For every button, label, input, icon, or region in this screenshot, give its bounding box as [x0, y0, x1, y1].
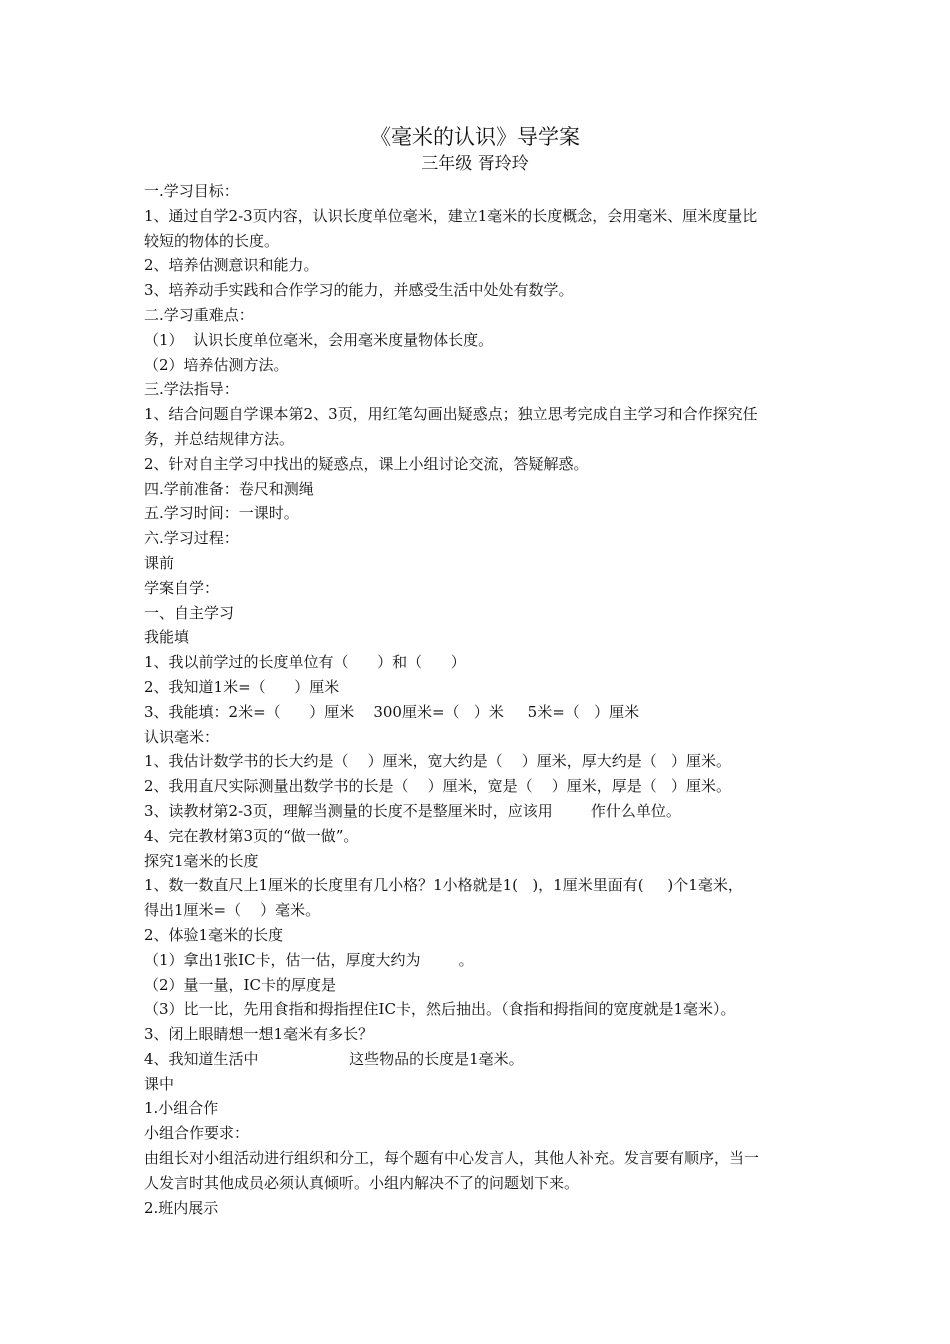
text-line: 探究1毫米的长度 — [144, 851, 259, 870]
text-line: （2）培养估测方法。 — [144, 355, 289, 374]
text-line: （1）拿出1张IC卡，估一估，厚度大约为 。 — [144, 950, 474, 969]
page-title: 《毫米的认识》导学案 — [370, 125, 580, 149]
page-subtitle: 三年级 胥玲玲 — [421, 154, 529, 174]
text-line: 六.学习过程： — [144, 529, 239, 548]
text-line: 四.学前准备：卷尺和测绳 — [144, 479, 314, 498]
text-line: 2、我用直尺实际测量出数学书的长是（ ）厘米，宽是（ ）厘米，厚是（ ）厘米。 — [144, 777, 731, 796]
text-line: 2、针对自主学习中找出的疑惑点，课上小组讨论交流，答疑解惑。 — [144, 454, 589, 473]
text-line: 课中 — [144, 1074, 175, 1093]
text-line: 1、我估计数学书的长大约是（ ）厘米，宽大约是（ ）厘米，厚大约是（ ）厘米。 — [144, 752, 731, 771]
text-line: 我能填 — [144, 628, 190, 647]
text-line: （1） 认识长度单位毫米，会用毫米度量物体长度。 — [144, 330, 494, 349]
text-line: 一、自主学习 — [144, 603, 235, 622]
text-line: 三.学法指导： — [144, 380, 239, 399]
text-line: 3、培养动手实践和合作学习的能力，并感受生活中处处有数学。 — [144, 281, 574, 300]
text-line: （2）量一量，IC卡的厚度是 — [144, 975, 336, 994]
text-line: 1.小组合作 — [144, 1099, 219, 1118]
text-line: 2、体验1毫米的长度 — [144, 925, 284, 944]
document-body — [144, 179, 824, 1220]
text-line: 认识毫米： — [144, 727, 220, 746]
text-line: 2、培养估测意识和能力。 — [144, 256, 319, 275]
text-line: 1、数一数直尺上1厘米的长度里有几小格？1小格就是1( )，1厘米里面有( )个1毫米， — [144, 876, 743, 895]
text-line: 4、完在教材第3页的“做一做”。 — [144, 826, 359, 845]
text-line: 3、闭上眼睛想一想1毫米有多长？ — [144, 1025, 374, 1044]
text-line: 得出1厘米=（ ）毫米。 — [144, 901, 321, 920]
text-line: 小组合作要求： — [144, 1124, 250, 1143]
text-line: 二.学习重难点： — [144, 305, 254, 324]
text-line: 课前 — [144, 553, 175, 572]
text-line: 1、通过自学2-3页内容，认识长度单位毫米，建立1毫米的长度概念，会用毫米、厘米度量比 — [144, 206, 758, 225]
text-line: 3、我能填：2米=（ ）厘米 300厘米=（ ）米 5米=（ ）厘米 — [144, 702, 640, 721]
text-line: 较短的物体的长度。 — [144, 231, 280, 250]
text-line: 一.学习目标： — [144, 182, 239, 200]
text-line: 务，并总结规律方法。 — [144, 429, 295, 448]
text-line: 4、我知道生活中 这些物品的长度是1毫米。 — [144, 1049, 524, 1068]
text-line: 1、我以前学过的长度单位有（ ）和（ ） — [144, 653, 466, 672]
text-line: 1、结合问题自学课本第2、3页，用红笔勾画出疑惑点；独立思考完成自主学习和合作探究任 — [144, 405, 758, 424]
text-line: （3）比一比，先用食指和拇指捏住IC卡，然后抽出。（食指和拇指间的宽度就是1毫米）。 — [144, 1000, 736, 1019]
text-line: 由组长对小组活动进行组织和分工，每个题有中心发言人，其他人补充。发言要有顺序，当一 — [144, 1149, 760, 1168]
text-line: 五.学习时间：一课时。 — [144, 504, 299, 523]
text-line: 人发言时其他成员必须认真倾听。小组内解决不了的问题划下来。 — [144, 1173, 580, 1192]
text-line: 3、读教材第2-3页，理解当测量的长度不是整厘米时，应该用 作什么单位。 — [144, 801, 681, 820]
text-line: 2、我知道1米=（ ）厘米 — [144, 677, 340, 696]
text-line: 学案自学： — [144, 578, 220, 597]
text-line: 2.班内展示 — [144, 1198, 219, 1217]
